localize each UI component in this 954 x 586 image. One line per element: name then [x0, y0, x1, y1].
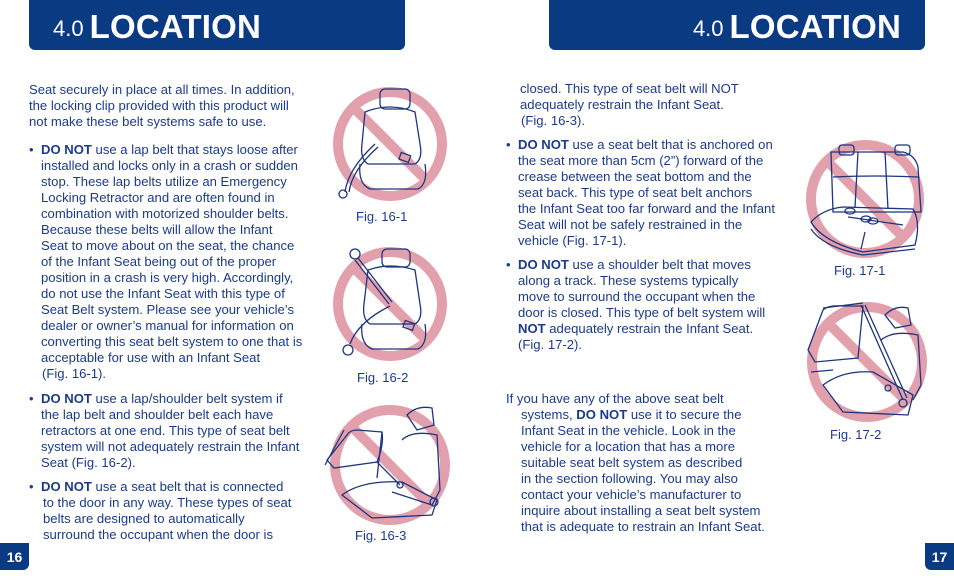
bullet-track-shoulder-belt	[503, 257, 803, 353]
prohibited-seat-lap-shoulder-belt-icon	[330, 244, 450, 364]
text-line: adequately restrain the Infant Seat.	[520, 97, 724, 112]
bullet-door-connected-belt	[26, 479, 326, 543]
text-line: Seat Belt system. Please see your vehicle’s	[41, 302, 295, 317]
text-line: dealer or owner’s manual for information on	[41, 318, 294, 333]
text-line: installed and locks only in a crash or sudden	[41, 158, 298, 173]
text-line: use it to secure the	[627, 407, 742, 422]
text-line: move to surround the occupant when the	[518, 289, 756, 304]
section-number: 4.0	[53, 16, 84, 41]
text-line: Because these belts will allow the Infant	[41, 222, 273, 237]
text-line: seat back. This type of seat belt anchors	[518, 185, 753, 200]
text-line: combination with motorized shoulder belts.	[41, 206, 289, 221]
text-line: systems,	[521, 407, 577, 422]
do-not-emphasis: DO NOT	[41, 479, 92, 494]
text-line: of the Infant Seat being out of the proper	[41, 254, 277, 269]
text-line: use a lap/shoulder belt system if	[91, 391, 283, 406]
text-line: use a lap belt that stays loose after	[91, 142, 298, 157]
text-line: Seat to move about on the seat, the chance	[41, 238, 295, 253]
bullet-lap-shoulder-retractors	[26, 391, 326, 471]
text-line: the lap belt and shoulder belt each have	[41, 407, 274, 422]
text-line: surround the occupant when the door is	[43, 527, 274, 542]
text-line: the seat more than 5cm (2”) forward of the	[518, 153, 764, 168]
text-line: to the door in any way. These types of seat	[43, 495, 292, 510]
text-line: inquire about installing a seat belt system	[521, 503, 761, 518]
text-line: suitable seat belt system as described	[521, 455, 743, 470]
text-line: vehicle (Fig. 17-1).	[518, 233, 627, 248]
text-line: retractors at one end. This type of seat belt	[41, 423, 290, 438]
text-line: acceptable for use with an Infant Seat	[41, 350, 261, 365]
bullet-first-line	[503, 257, 803, 273]
left-intro-paragraph	[29, 82, 329, 130]
text-line	[506, 407, 806, 423]
text-line: use a seat belt that is connected	[91, 479, 284, 494]
text-line: (Fig. 17-2).	[518, 337, 583, 352]
bullet-dot: •	[29, 391, 34, 406]
figure-caption-17-2: Fig. 17-2	[830, 427, 882, 442]
section-number: 4.0	[692, 16, 724, 41]
figure-caption-16-3: Fig. 16-3	[355, 528, 407, 543]
text-line: If you have any of the above seat belt	[506, 391, 724, 406]
text-line: not make these belt systems safe to use.	[29, 114, 267, 129]
text-line: belts are designed to automatically	[43, 511, 245, 526]
text-line: converting this seat belt system to one that is	[41, 334, 303, 349]
text-line: adequately restrain the Infant Seat.	[545, 321, 754, 336]
text-line: Locking Retractor and are often found in	[41, 190, 275, 205]
section-title: LOCATION	[89, 8, 262, 45]
prohibited-bench-seat-forward-anchor-icon	[803, 137, 928, 262]
section-title: LOCATION	[729, 8, 901, 45]
text-line: use a shoulder belt that moves	[568, 257, 751, 272]
text-line: stop. These lap belts utilize an Emergency	[41, 174, 287, 189]
text-line: the Infant Seat too far forward and the Infant	[518, 201, 775, 216]
do-not-emphasis: DO NOT	[41, 142, 92, 157]
figure-caption-17-1: Fig. 17-1	[834, 263, 886, 278]
text-line: that is adequate to restrain an Infant Seat.	[521, 519, 765, 534]
do-not-emphasis: DO NOT	[518, 257, 569, 272]
do-not-emphasis: DO NOT	[576, 407, 628, 422]
prohibited-seat-track-belt-icon	[803, 300, 928, 425]
right-continuation-paragraph	[520, 81, 800, 129]
text-line: contact your vehicle’s manufacturer to	[521, 487, 742, 502]
page-number-17: 17	[925, 543, 954, 570]
not-emphasis: NOT	[518, 321, 546, 336]
bullet-first-line	[26, 142, 326, 158]
text-line: position in a crash is very high. Accordingly,	[41, 270, 294, 285]
text-line: Seat (Fig. 16-2).	[41, 455, 136, 470]
text-line	[503, 321, 803, 337]
bullet-lap-belt-loose	[26, 142, 326, 382]
text-line: crease between the seat bottom and the	[518, 169, 752, 184]
text-line: vehicle for a location that has a more	[521, 439, 735, 454]
bullet-dot: •	[29, 479, 34, 494]
prohibited-seat-lap-belt-icon	[330, 84, 450, 204]
text-line: use a seat belt that is anchored on	[568, 137, 773, 152]
bullet-dot: •	[506, 137, 511, 152]
text-line: Seat securely in place at all times. In addition,	[29, 82, 295, 97]
page-number-16: 16	[0, 543, 29, 570]
do-not-emphasis: DO NOT	[41, 391, 92, 406]
bullet-first-line	[503, 137, 803, 153]
text-line: Infant Seat in the vehicle. Look in the	[521, 423, 736, 438]
text-line: system will not adequately restrain the Infant	[41, 439, 300, 454]
text-line: (Fig. 16-1).	[42, 366, 107, 381]
text-line: Seat will not be safely restrained in the	[518, 217, 743, 232]
bullet-dot: •	[29, 142, 34, 157]
bullet-first-line	[26, 479, 326, 495]
text-line: closed. This type of seat belt will NOT	[520, 81, 739, 96]
bullet-dot: •	[506, 257, 511, 272]
right-page-header	[549, 0, 925, 50]
bullet-first-line	[26, 391, 326, 407]
figure-caption-16-1: Fig. 16-1	[356, 209, 408, 224]
left-page-header	[29, 0, 405, 50]
text-line: do not use the Infant Seat with this type of	[41, 286, 285, 301]
figure-caption-16-2: Fig. 16-2	[357, 370, 409, 385]
text-line: the locking clip provided with this product will	[29, 98, 289, 113]
text-line: in the section following. You may also	[521, 471, 738, 486]
text-line: (Fig. 16-3).	[521, 113, 586, 128]
bullet-forward-anchor	[503, 137, 803, 249]
text-line: door is closed. This type of belt system will	[518, 305, 766, 320]
do-not-emphasis: DO NOT	[518, 137, 569, 152]
text-line: along a track. These systems typically	[518, 273, 739, 288]
closing-paragraph	[506, 391, 806, 535]
prohibited-seat-door-belt-icon	[322, 400, 452, 525]
